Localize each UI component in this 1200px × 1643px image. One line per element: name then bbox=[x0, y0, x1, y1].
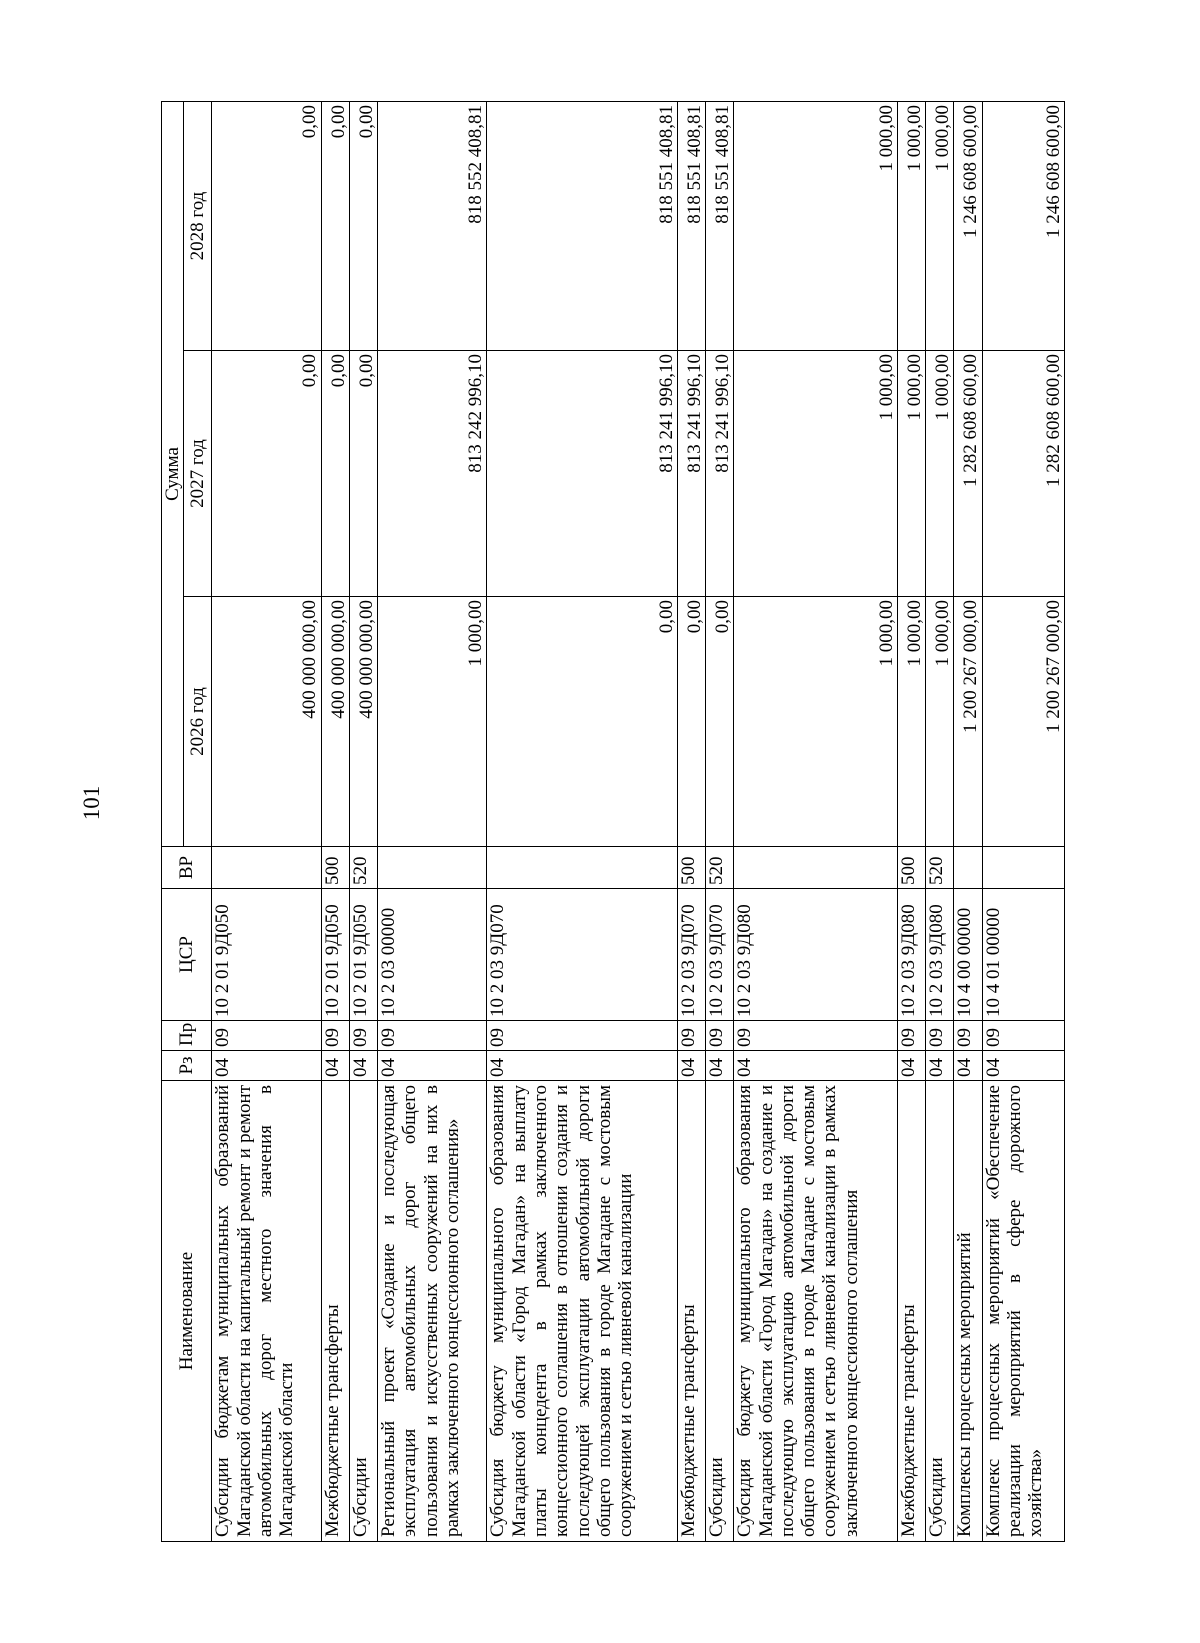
cell-name: Субсидии bbox=[706, 1081, 734, 1542]
cell-vr bbox=[734, 847, 897, 889]
cell-pr: 09 bbox=[212, 1021, 321, 1051]
cell-pr: 09 bbox=[926, 1021, 954, 1051]
cell-y2026: 0,00 bbox=[706, 597, 734, 847]
table-row bbox=[734, 102, 897, 1542]
cell-y2028: 1 000,00 bbox=[926, 102, 954, 351]
cell-name: Межбюджетные трансферты bbox=[897, 1081, 925, 1542]
cell-y2027: 813 241 996,10 bbox=[677, 351, 705, 597]
header-rz: Рз bbox=[162, 1051, 212, 1081]
cell-csr: 10 2 03 9Д070 bbox=[706, 889, 734, 1021]
cell-vr: 500 bbox=[897, 847, 925, 889]
cell-y2028: 1 000,00 bbox=[897, 102, 925, 351]
cell-name: Субсидии bbox=[926, 1081, 954, 1542]
cell-rz: 04 bbox=[677, 1051, 705, 1081]
cell-rz: 04 bbox=[734, 1051, 897, 1081]
cell-y2027: 1 000,00 bbox=[734, 351, 897, 597]
cell-name: Межбюджетные трансферты bbox=[677, 1081, 705, 1542]
cell-y2027: 1 000,00 bbox=[926, 351, 954, 597]
cell-y2027: 813 241 996,10 bbox=[487, 351, 677, 597]
table-row bbox=[954, 102, 982, 1542]
cell-rz: 04 bbox=[897, 1051, 925, 1081]
cell-y2026: 1 000,00 bbox=[897, 597, 925, 847]
cell-pr: 09 bbox=[734, 1021, 897, 1051]
cell-csr: 10 2 03 9Д080 bbox=[926, 889, 954, 1021]
cell-vr bbox=[212, 847, 321, 889]
cell-y2026: 400 000 000,00 bbox=[349, 597, 377, 847]
cell-name: Субсидии бюджетам муниципальных образований Магаданской области на капитальный ремонт и ремонт автомобильных дорог местного значения в Магаданской области bbox=[212, 1081, 321, 1542]
cell-y2028: 1 246 608 600,00 bbox=[954, 102, 982, 351]
cell-csr: 10 2 03 9Д070 bbox=[487, 889, 677, 1021]
cell-vr: 520 bbox=[706, 847, 734, 889]
cell-csr: 10 4 00 00000 bbox=[954, 889, 982, 1021]
table-row bbox=[487, 102, 677, 1542]
cell-pr: 09 bbox=[982, 1021, 1064, 1051]
cell-vr: 520 bbox=[349, 847, 377, 889]
cell-y2026: 400 000 000,00 bbox=[212, 597, 321, 847]
cell-pr: 09 bbox=[897, 1021, 925, 1051]
cell-pr: 09 bbox=[954, 1021, 982, 1051]
cell-vr bbox=[982, 847, 1064, 889]
table-body bbox=[212, 102, 1065, 1542]
cell-rz: 04 bbox=[982, 1051, 1064, 1081]
cell-csr: 10 2 01 9Д050 bbox=[321, 889, 349, 1021]
table-row bbox=[982, 102, 1064, 1542]
cell-y2027: 0,00 bbox=[212, 351, 321, 597]
table-row bbox=[897, 102, 925, 1542]
cell-y2026: 1 200 267 000,00 bbox=[954, 597, 982, 847]
cell-pr: 09 bbox=[321, 1021, 349, 1051]
header-year-2028: 2028 год bbox=[184, 102, 212, 351]
cell-y2027: 0,00 bbox=[349, 351, 377, 597]
header-year-2027: 2027 год bbox=[184, 351, 212, 597]
cell-rz: 04 bbox=[487, 1051, 677, 1081]
table-row bbox=[378, 102, 487, 1542]
cell-vr bbox=[378, 847, 487, 889]
cell-y2026: 400 000 000,00 bbox=[321, 597, 349, 847]
cell-csr: 10 2 01 9Д050 bbox=[212, 889, 321, 1021]
cell-y2026: 1 000,00 bbox=[926, 597, 954, 847]
cell-y2026: 1 200 267 000,00 bbox=[982, 597, 1064, 847]
budget-table bbox=[161, 101, 1065, 1542]
cell-y2028: 818 551 408,81 bbox=[487, 102, 677, 351]
cell-y2026: 1 000,00 bbox=[734, 597, 897, 847]
cell-y2026: 1 000,00 bbox=[378, 597, 487, 847]
cell-name: Региональный проект «Создание и последующая эксплуатация автомобильных дорог общего пользования и искусственных сооружений на них в рамках заключенного концессионного соглашения» bbox=[378, 1081, 487, 1542]
table-row bbox=[321, 102, 349, 1542]
cell-y2028: 1 246 608 600,00 bbox=[982, 102, 1064, 351]
cell-y2028: 0,00 bbox=[321, 102, 349, 351]
cell-rz: 04 bbox=[926, 1051, 954, 1081]
cell-csr: 10 2 01 9Д050 bbox=[349, 889, 377, 1021]
header-name: Наименование bbox=[162, 1081, 212, 1542]
cell-csr: 10 2 03 9Д070 bbox=[677, 889, 705, 1021]
cell-rz: 04 bbox=[706, 1051, 734, 1081]
cell-name: Комплексы процессных мероприятий bbox=[954, 1081, 982, 1542]
cell-y2027: 1 282 608 600,00 bbox=[982, 351, 1064, 597]
cell-y2027: 813 241 996,10 bbox=[706, 351, 734, 597]
cell-pr: 09 bbox=[378, 1021, 487, 1051]
cell-y2026: 0,00 bbox=[487, 597, 677, 847]
cell-y2028: 0,00 bbox=[212, 102, 321, 351]
cell-csr: 10 2 03 00000 bbox=[378, 889, 487, 1021]
cell-vr bbox=[954, 847, 982, 889]
table-row bbox=[349, 102, 377, 1542]
table-row bbox=[706, 102, 734, 1542]
header-sum: Сумма bbox=[162, 102, 184, 847]
cell-pr: 09 bbox=[677, 1021, 705, 1051]
header-vr: ВР bbox=[162, 847, 212, 889]
header-csr: ЦСР bbox=[162, 889, 212, 1021]
budget-table-rotated bbox=[161, 102, 1065, 1542]
cell-pr: 09 bbox=[487, 1021, 677, 1051]
cell-pr: 09 bbox=[349, 1021, 377, 1051]
cell-y2027: 1 282 608 600,00 bbox=[954, 351, 982, 597]
cell-rz: 04 bbox=[954, 1051, 982, 1081]
cell-csr: 10 4 01 00000 bbox=[982, 889, 1064, 1021]
cell-y2028: 818 551 408,81 bbox=[706, 102, 734, 351]
cell-name: Субсидия бюджету муниципального образования Магаданской области «Город Магадан» на создание и последующую эксплуатацию автомобильной дороги общего пользования в городе Магадане с мостовым сооружением и сетью ливневой канализации в рамках заключенного концессионного соглашения bbox=[734, 1081, 897, 1542]
table-row bbox=[926, 102, 954, 1542]
cell-name: Межбюджетные трансферты bbox=[321, 1081, 349, 1542]
cell-y2028: 0,00 bbox=[349, 102, 377, 351]
cell-y2027: 0,00 bbox=[321, 351, 349, 597]
table-row bbox=[212, 102, 321, 1542]
cell-y2028: 818 551 408,81 bbox=[677, 102, 705, 351]
cell-y2027: 813 242 996,10 bbox=[378, 351, 487, 597]
cell-rz: 04 bbox=[378, 1051, 487, 1081]
header-year-2026: 2026 год bbox=[184, 597, 212, 847]
cell-y2028: 818 552 408,81 bbox=[378, 102, 487, 351]
cell-vr: 520 bbox=[926, 847, 954, 889]
table-row bbox=[677, 102, 705, 1542]
page-number: 101 bbox=[79, 785, 104, 821]
cell-vr bbox=[487, 847, 677, 889]
cell-csr: 10 2 03 9Д080 bbox=[734, 889, 897, 1021]
header-pr: Пр bbox=[162, 1021, 212, 1051]
cell-vr: 500 bbox=[321, 847, 349, 889]
cell-name: Субсидии bbox=[349, 1081, 377, 1542]
cell-name: Комплекс процессных мероприятий «Обеспечение реализации мероприятий в сфере дорожного хозяйства» bbox=[982, 1081, 1064, 1542]
cell-vr: 500 bbox=[677, 847, 705, 889]
cell-rz: 04 bbox=[349, 1051, 377, 1081]
cell-rz: 04 bbox=[212, 1051, 321, 1081]
cell-rz: 04 bbox=[321, 1051, 349, 1081]
cell-y2027: 1 000,00 bbox=[897, 351, 925, 597]
cell-y2028: 1 000,00 bbox=[734, 102, 897, 351]
cell-name: Субсидия бюджету муниципального образования Магаданской области «Город Магадан» на выплату платы концедента в рамках заключенного концессионного соглашения в отношении создания и последующей эксплуатации автомобильной дороги общего пользования в городе Магадане с мостовым сооружением и сетью ливневой канализации bbox=[487, 1081, 677, 1542]
cell-y2026: 0,00 bbox=[677, 597, 705, 847]
cell-pr: 09 bbox=[706, 1021, 734, 1051]
cell-csr: 10 2 03 9Д080 bbox=[897, 889, 925, 1021]
